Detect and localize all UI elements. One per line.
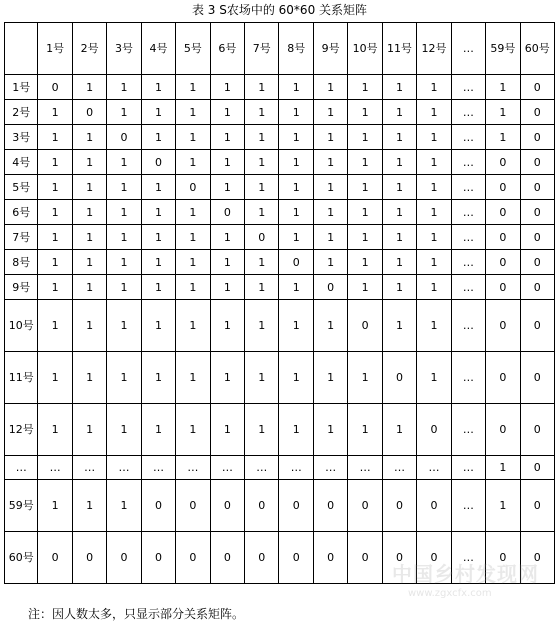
matrix-cell: 1 bbox=[245, 100, 279, 125]
matrix-cell: … bbox=[72, 456, 106, 480]
matrix-cell: 0 bbox=[72, 532, 106, 584]
matrix-cell: … bbox=[451, 250, 485, 275]
matrix-cell: 1 bbox=[279, 75, 313, 100]
matrix-cell: 0 bbox=[382, 532, 416, 584]
column-header: 10号 bbox=[348, 23, 382, 75]
matrix-cell: 1 bbox=[417, 75, 451, 100]
matrix-cell: … bbox=[451, 125, 485, 150]
matrix-cell: … bbox=[245, 456, 279, 480]
table-row bbox=[5, 352, 555, 404]
matrix-cell: 1 bbox=[245, 352, 279, 404]
matrix-cell: … bbox=[348, 456, 382, 480]
matrix-cell: 0 bbox=[107, 532, 141, 584]
matrix-cell: … bbox=[451, 275, 485, 300]
matrix-cell: 1 bbox=[348, 275, 382, 300]
row-header: 10号 bbox=[5, 300, 38, 352]
matrix-cell: 0 bbox=[176, 532, 210, 584]
matrix-cell: 1 bbox=[417, 250, 451, 275]
matrix-cell: 1 bbox=[72, 480, 106, 532]
matrix-cell: 1 bbox=[417, 175, 451, 200]
matrix-cell: 0 bbox=[486, 300, 520, 352]
matrix-cell: 0 bbox=[520, 225, 554, 250]
matrix-cell: … bbox=[451, 150, 485, 175]
matrix-cell: 1 bbox=[313, 404, 347, 456]
row-header: 11号 bbox=[5, 352, 38, 404]
matrix-cell: … bbox=[210, 456, 244, 480]
matrix-cell: 1 bbox=[107, 200, 141, 225]
matrix-cell: … bbox=[451, 200, 485, 225]
row-header: 9号 bbox=[5, 275, 38, 300]
matrix-cell: 1 bbox=[107, 404, 141, 456]
matrix-cell: 1 bbox=[348, 250, 382, 275]
matrix-cell: … bbox=[382, 456, 416, 480]
matrix-cell: 1 bbox=[348, 404, 382, 456]
matrix-cell: 1 bbox=[313, 75, 347, 100]
matrix-cell: 0 bbox=[348, 300, 382, 352]
matrix-cell: 1 bbox=[141, 175, 175, 200]
matrix-cell: 1 bbox=[279, 200, 313, 225]
matrix-cell: 1 bbox=[245, 125, 279, 150]
matrix-cell: 1 bbox=[107, 175, 141, 200]
matrix-cell: 1 bbox=[107, 100, 141, 125]
matrix-cell: 1 bbox=[72, 300, 106, 352]
table-row bbox=[5, 150, 555, 175]
matrix-cell: 1 bbox=[72, 250, 106, 275]
matrix-cell: 0 bbox=[176, 175, 210, 200]
matrix-cell: … bbox=[141, 456, 175, 480]
matrix-cell: 0 bbox=[486, 250, 520, 275]
matrix-cell: 1 bbox=[38, 352, 72, 404]
matrix-cell: 0 bbox=[38, 75, 72, 100]
matrix-cell: 1 bbox=[210, 100, 244, 125]
matrix-cell: … bbox=[451, 352, 485, 404]
matrix-cell: 0 bbox=[279, 480, 313, 532]
table-row bbox=[5, 175, 555, 200]
matrix-cell: … bbox=[279, 456, 313, 480]
matrix-cell: 1 bbox=[107, 352, 141, 404]
matrix-cell: 1 bbox=[210, 275, 244, 300]
matrix-cell: 1 bbox=[313, 300, 347, 352]
matrix-cell: 0 bbox=[486, 275, 520, 300]
matrix-cell: 1 bbox=[245, 300, 279, 352]
matrix-cell: … bbox=[451, 100, 485, 125]
matrix-cell: 1 bbox=[176, 275, 210, 300]
matrix-cell: 1 bbox=[313, 100, 347, 125]
matrix-cell: 1 bbox=[313, 200, 347, 225]
matrix-cell: 1 bbox=[313, 125, 347, 150]
matrix-cell: 1 bbox=[38, 125, 72, 150]
matrix-cell: 1 bbox=[417, 100, 451, 125]
table-row bbox=[5, 275, 555, 300]
matrix-cell: … bbox=[451, 225, 485, 250]
matrix-cell: 1 bbox=[38, 175, 72, 200]
matrix-cell: 1 bbox=[382, 75, 416, 100]
matrix-cell: 1 bbox=[313, 250, 347, 275]
matrix-cell: 1 bbox=[348, 352, 382, 404]
column-header: … bbox=[451, 23, 485, 75]
matrix-cell: 1 bbox=[382, 175, 416, 200]
matrix-cell: 1 bbox=[38, 480, 72, 532]
column-header: 9号 bbox=[313, 23, 347, 75]
matrix-cell: … bbox=[451, 480, 485, 532]
row-header: 8号 bbox=[5, 250, 38, 275]
matrix-cell: 0 bbox=[520, 456, 554, 480]
matrix-cell: 1 bbox=[486, 125, 520, 150]
matrix-cell: 1 bbox=[38, 100, 72, 125]
matrix-cell: 1 bbox=[313, 175, 347, 200]
matrix-cell: … bbox=[451, 75, 485, 100]
corner-cell bbox=[5, 23, 38, 75]
row-header: 5号 bbox=[5, 175, 38, 200]
matrix-cell: 1 bbox=[38, 300, 72, 352]
matrix-cell: 1 bbox=[279, 404, 313, 456]
matrix-cell: … bbox=[417, 456, 451, 480]
matrix-cell: 1 bbox=[141, 300, 175, 352]
table-row bbox=[5, 125, 555, 150]
column-header: 60号 bbox=[520, 23, 554, 75]
matrix-cell: 1 bbox=[210, 125, 244, 150]
matrix-cell: 0 bbox=[417, 404, 451, 456]
matrix-cell: 0 bbox=[486, 200, 520, 225]
matrix-cell: 1 bbox=[176, 200, 210, 225]
matrix-cell: 1 bbox=[72, 225, 106, 250]
matrix-cell: 1 bbox=[107, 75, 141, 100]
matrix-cell: 1 bbox=[107, 275, 141, 300]
matrix-cell: 1 bbox=[279, 100, 313, 125]
row-header: 3号 bbox=[5, 125, 38, 150]
column-header: 6号 bbox=[210, 23, 244, 75]
matrix-cell: 1 bbox=[348, 150, 382, 175]
matrix-cell: 0 bbox=[245, 480, 279, 532]
matrix-cell: 1 bbox=[279, 125, 313, 150]
matrix-cell: 1 bbox=[245, 175, 279, 200]
table-row bbox=[5, 100, 555, 125]
column-header: 5号 bbox=[176, 23, 210, 75]
matrix-cell: 1 bbox=[141, 404, 175, 456]
column-header: 3号 bbox=[107, 23, 141, 75]
matrix-cell: 0 bbox=[486, 352, 520, 404]
matrix-cell: 1 bbox=[210, 175, 244, 200]
matrix-cell: 0 bbox=[313, 275, 347, 300]
matrix-cell: 1 bbox=[107, 150, 141, 175]
matrix-cell: 0 bbox=[520, 75, 554, 100]
row-header: 4号 bbox=[5, 150, 38, 175]
matrix-cell: 1 bbox=[72, 275, 106, 300]
matrix-cell: 1 bbox=[417, 150, 451, 175]
table-caption: 表 3 S农场中的 60*60 关系矩阵 bbox=[191, 3, 368, 17]
column-header: 8号 bbox=[279, 23, 313, 75]
matrix-cell: 1 bbox=[141, 125, 175, 150]
matrix-cell: 0 bbox=[382, 480, 416, 532]
matrix-cell: 0 bbox=[520, 275, 554, 300]
matrix-cell: 0 bbox=[520, 200, 554, 225]
table-row bbox=[5, 456, 555, 480]
matrix-cell: 0 bbox=[38, 532, 72, 584]
matrix-cell: 1 bbox=[141, 250, 175, 275]
matrix-cell: 1 bbox=[72, 175, 106, 200]
matrix-cell: 1 bbox=[382, 300, 416, 352]
matrix-cell: 0 bbox=[520, 125, 554, 150]
matrix-cell: 0 bbox=[348, 480, 382, 532]
row-header: 7号 bbox=[5, 225, 38, 250]
matrix-cell: 1 bbox=[72, 352, 106, 404]
matrix-cell: 1 bbox=[313, 150, 347, 175]
row-header: 12号 bbox=[5, 404, 38, 456]
matrix-cell: 0 bbox=[245, 532, 279, 584]
matrix-cell: 1 bbox=[245, 75, 279, 100]
column-header: 11号 bbox=[382, 23, 416, 75]
column-header: 1号 bbox=[38, 23, 72, 75]
matrix-cell: 1 bbox=[176, 100, 210, 125]
matrix-cell: 1 bbox=[245, 404, 279, 456]
matrix-cell: 0 bbox=[520, 175, 554, 200]
column-header: 4号 bbox=[141, 23, 175, 75]
matrix-cell: … bbox=[176, 456, 210, 480]
matrix-cell: 0 bbox=[486, 532, 520, 584]
matrix-cell: 1 bbox=[348, 175, 382, 200]
matrix-cell: 1 bbox=[38, 200, 72, 225]
matrix-cell: 1 bbox=[417, 200, 451, 225]
matrix-cell: 1 bbox=[417, 300, 451, 352]
table-note: 注：因人数太多，只显示部分关系矩阵。 bbox=[28, 607, 245, 621]
matrix-cell: 1 bbox=[486, 75, 520, 100]
matrix-cell: 1 bbox=[279, 150, 313, 175]
table-row bbox=[5, 200, 555, 225]
matrix-cell: 0 bbox=[313, 532, 347, 584]
matrix-cell: 1 bbox=[176, 150, 210, 175]
row-header: 2号 bbox=[5, 100, 38, 125]
matrix-cell: 1 bbox=[245, 150, 279, 175]
matrix-cell: … bbox=[451, 175, 485, 200]
row-header: 60号 bbox=[5, 532, 38, 584]
matrix-cell: 1 bbox=[38, 404, 72, 456]
row-header: … bbox=[5, 456, 38, 480]
matrix-cell: 1 bbox=[176, 225, 210, 250]
matrix-cell: 1 bbox=[486, 100, 520, 125]
matrix-cell: 1 bbox=[38, 225, 72, 250]
matrix-cell: … bbox=[451, 532, 485, 584]
matrix-cell: 0 bbox=[520, 480, 554, 532]
matrix-cell: 1 bbox=[348, 100, 382, 125]
matrix-cell: 0 bbox=[520, 352, 554, 404]
watermark: 中国乡村发现网 bbox=[392, 562, 539, 586]
matrix-cell: 1 bbox=[210, 250, 244, 275]
matrix-cell: 1 bbox=[382, 125, 416, 150]
matrix-cell: 0 bbox=[107, 125, 141, 150]
matrix-cell: 1 bbox=[72, 200, 106, 225]
matrix-cell: 1 bbox=[72, 125, 106, 150]
matrix-cell: 1 bbox=[313, 225, 347, 250]
matrix-cell: 0 bbox=[486, 404, 520, 456]
matrix-cell: 1 bbox=[176, 300, 210, 352]
matrix-cell: 1 bbox=[141, 100, 175, 125]
matrix-cell: 1 bbox=[141, 225, 175, 250]
matrix-cell: 1 bbox=[348, 225, 382, 250]
matrix-cell: 1 bbox=[210, 300, 244, 352]
matrix-cell: 1 bbox=[382, 404, 416, 456]
matrix-cell: 1 bbox=[382, 100, 416, 125]
matrix-cell: 0 bbox=[520, 250, 554, 275]
matrix-cell: 1 bbox=[210, 150, 244, 175]
column-header: 12号 bbox=[417, 23, 451, 75]
matrix-cell: … bbox=[451, 404, 485, 456]
matrix-cell: 0 bbox=[210, 532, 244, 584]
table-row bbox=[5, 404, 555, 456]
matrix-cell: 1 bbox=[38, 275, 72, 300]
matrix-cell: … bbox=[451, 300, 485, 352]
matrix-cell: 1 bbox=[417, 125, 451, 150]
matrix-cell: 1 bbox=[382, 150, 416, 175]
matrix-cell: 1 bbox=[210, 225, 244, 250]
matrix-cell: 1 bbox=[176, 352, 210, 404]
matrix-cell: 1 bbox=[107, 480, 141, 532]
matrix-cell: … bbox=[451, 456, 485, 480]
matrix-cell: 1 bbox=[176, 125, 210, 150]
matrix-cell: 1 bbox=[279, 300, 313, 352]
matrix-cell: … bbox=[107, 456, 141, 480]
matrix-cell: … bbox=[313, 456, 347, 480]
matrix-cell: 0 bbox=[486, 175, 520, 200]
matrix-cell: 0 bbox=[313, 480, 347, 532]
matrix-cell: 1 bbox=[176, 75, 210, 100]
matrix-cell: 1 bbox=[417, 225, 451, 250]
matrix-cell: 1 bbox=[382, 200, 416, 225]
matrix-cell: 1 bbox=[313, 352, 347, 404]
column-header: 2号 bbox=[72, 23, 106, 75]
relation-matrix-table bbox=[4, 22, 555, 584]
matrix-cell: 1 bbox=[107, 250, 141, 275]
matrix-cell: 0 bbox=[520, 404, 554, 456]
matrix-cell: 1 bbox=[210, 75, 244, 100]
matrix-cell: 1 bbox=[141, 200, 175, 225]
matrix-cell: 1 bbox=[279, 352, 313, 404]
matrix-cell: 0 bbox=[141, 480, 175, 532]
matrix-cell: 1 bbox=[72, 75, 106, 100]
matrix-cell: 1 bbox=[72, 404, 106, 456]
matrix-cell: 0 bbox=[279, 250, 313, 275]
header-row bbox=[5, 23, 555, 75]
matrix-cell: 1 bbox=[72, 150, 106, 175]
column-header: 7号 bbox=[245, 23, 279, 75]
matrix-cell: 1 bbox=[141, 275, 175, 300]
matrix-cell: 1 bbox=[38, 250, 72, 275]
matrix-cell: 0 bbox=[382, 352, 416, 404]
matrix-cell: 1 bbox=[245, 250, 279, 275]
matrix-cell: 0 bbox=[486, 225, 520, 250]
matrix-cell: 0 bbox=[520, 150, 554, 175]
matrix-cell: 1 bbox=[176, 250, 210, 275]
matrix-cell: 0 bbox=[417, 480, 451, 532]
matrix-cell: 0 bbox=[141, 532, 175, 584]
matrix-cell: 0 bbox=[72, 100, 106, 125]
table-row bbox=[5, 250, 555, 275]
matrix-cell: 1 bbox=[382, 225, 416, 250]
matrix-cell: 1 bbox=[107, 300, 141, 352]
row-header: 6号 bbox=[5, 200, 38, 225]
matrix-cell: 1 bbox=[141, 75, 175, 100]
matrix-cell: 0 bbox=[520, 532, 554, 584]
matrix-cell: … bbox=[38, 456, 72, 480]
matrix-cell: 1 bbox=[279, 275, 313, 300]
column-header: 59号 bbox=[486, 23, 520, 75]
matrix-cell: 0 bbox=[176, 480, 210, 532]
matrix-cell: 1 bbox=[245, 275, 279, 300]
matrix-cell: 1 bbox=[348, 125, 382, 150]
matrix-cell: 0 bbox=[245, 225, 279, 250]
matrix-cell: 1 bbox=[417, 352, 451, 404]
matrix-cell: 0 bbox=[520, 300, 554, 352]
row-header: 1号 bbox=[5, 75, 38, 100]
table-row bbox=[5, 480, 555, 532]
matrix-cell: 1 bbox=[348, 200, 382, 225]
row-header: 59号 bbox=[5, 480, 38, 532]
watermark-url: www.zgxcfx.com bbox=[408, 588, 492, 599]
matrix-cell: 1 bbox=[176, 404, 210, 456]
matrix-cell: 1 bbox=[382, 275, 416, 300]
matrix-cell: 0 bbox=[348, 532, 382, 584]
matrix-cell: 1 bbox=[486, 480, 520, 532]
table-row bbox=[5, 225, 555, 250]
matrix-cell: 1 bbox=[486, 456, 520, 480]
matrix-cell: 0 bbox=[210, 480, 244, 532]
table-row bbox=[5, 75, 555, 100]
matrix-cell: 0 bbox=[486, 150, 520, 175]
matrix-cell: 1 bbox=[141, 352, 175, 404]
matrix-cell: 1 bbox=[279, 225, 313, 250]
matrix-cell: 1 bbox=[279, 175, 313, 200]
matrix-cell: 1 bbox=[382, 250, 416, 275]
matrix-cell: 1 bbox=[210, 404, 244, 456]
matrix-cell: 1 bbox=[210, 352, 244, 404]
matrix-cell: 1 bbox=[38, 150, 72, 175]
matrix-cell: 0 bbox=[417, 532, 451, 584]
table-row bbox=[5, 300, 555, 352]
matrix-cell: 1 bbox=[107, 225, 141, 250]
matrix-cell: 1 bbox=[245, 200, 279, 225]
matrix-cell: 1 bbox=[348, 75, 382, 100]
matrix-cell: 0 bbox=[520, 100, 554, 125]
matrix-cell: 0 bbox=[210, 200, 244, 225]
matrix-cell: 0 bbox=[141, 150, 175, 175]
matrix-cell: 0 bbox=[279, 532, 313, 584]
matrix-cell: 1 bbox=[417, 275, 451, 300]
